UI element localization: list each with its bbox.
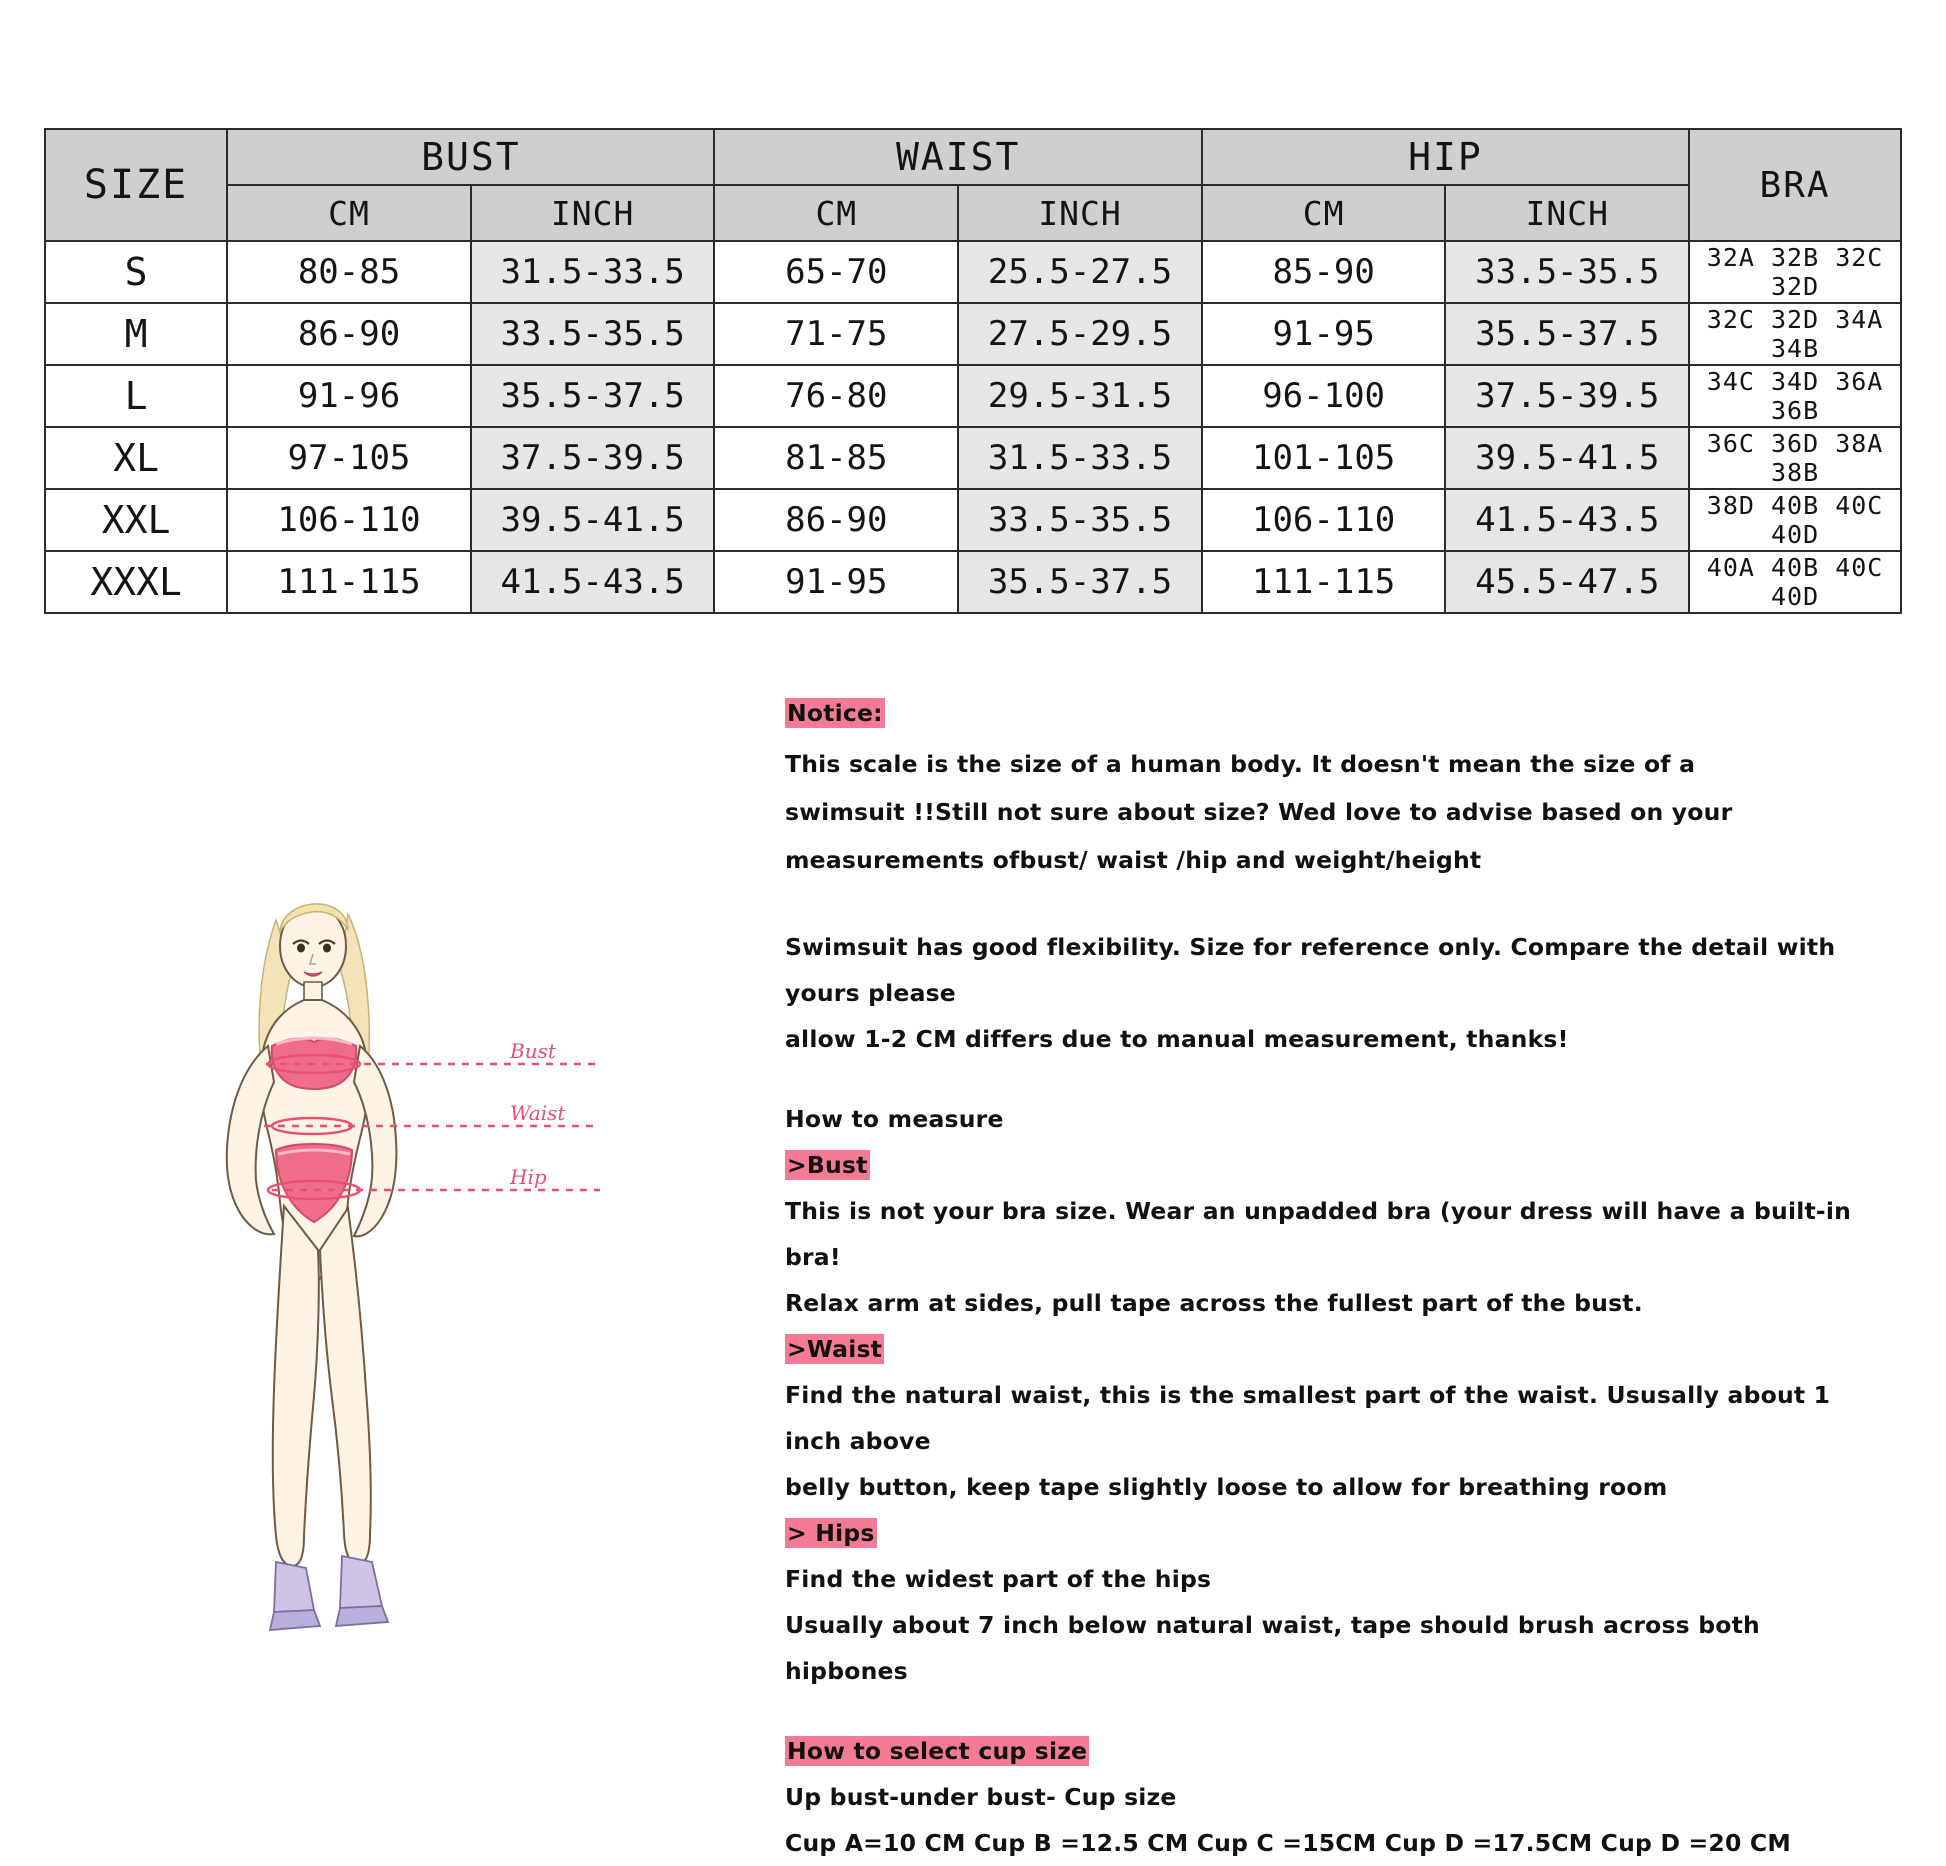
cell-hip-inch: 39.5-41.5: [1445, 427, 1689, 489]
notice-lead-line-2: swimsuit !!Still not sure about size? Wed love to advise based on your: [785, 798, 1733, 826]
header-size: SIZE: [45, 129, 227, 241]
waist-heading-text: >Waist: [787, 1335, 883, 1363]
table-row: [45, 241, 1901, 303]
header-bust: BUST: [227, 129, 714, 185]
waist-line-label: Waist: [510, 1101, 566, 1125]
cell-size: XXXL: [45, 551, 227, 613]
cell-hip-cm: 85-90: [1202, 241, 1446, 303]
how-to-measure-heading: How to measure: [785, 1105, 1004, 1133]
cell-bust-inch: 39.5-41.5: [471, 489, 715, 551]
header-hip-inch: INCH: [1445, 185, 1689, 241]
bust-line-1: This is not your bra size. Wear an unpadded bra (your dress will have a built-in bra!: [785, 1197, 1852, 1271]
cell-hip-cm: 96-100: [1202, 365, 1446, 427]
cell-bra: 38D 40B 40C 40D: [1689, 489, 1901, 551]
cell-bust-inch: 33.5-35.5: [471, 303, 715, 365]
cell-waist-inch: 35.5-37.5: [958, 551, 1202, 613]
female-figure-icon: [180, 850, 600, 1670]
flexibility-line-2: allow 1-2 CM differs due to manual measurement, thanks!: [785, 1025, 1569, 1053]
header-waist-inch: INCH: [958, 185, 1202, 241]
cell-size: XL: [45, 427, 227, 489]
cell-bra: 40A 40B 40C 40D: [1689, 551, 1901, 613]
waist-line-2: belly button, keep tape slightly loose to allow for breathing room: [785, 1473, 1668, 1501]
table-row: [45, 365, 1901, 427]
header-bra: BRA: [1689, 129, 1901, 241]
cell-hip-cm: 111-115: [1202, 551, 1446, 613]
cup-size-line-2: Cup A=10 CM Cup B =12.5 CM Cup C =15CM Cup D =17.5CM Cup D =20 CM: [785, 1829, 1791, 1857]
cell-bust-cm: 80-85: [227, 241, 471, 303]
table-row: [45, 489, 1901, 551]
cell-bust-inch: 35.5-37.5: [471, 365, 715, 427]
cell-hip-cm: 91-95: [1202, 303, 1446, 365]
hips-line-1: Find the widest part of the hips: [785, 1565, 1212, 1593]
cell-bra: 32C 32D 34A 34B: [1689, 303, 1901, 365]
bust-line-label: Bust: [510, 1039, 556, 1063]
table-body: [45, 241, 1901, 613]
header-waist: WAIST: [714, 129, 1201, 185]
notice-title: [785, 690, 1885, 736]
measurement-illustration: [180, 850, 600, 1670]
cell-size: L: [45, 365, 227, 427]
table-head: [45, 129, 1901, 241]
cell-hip-cm: 106-110: [1202, 489, 1446, 551]
cup-size-heading: [785, 1728, 1885, 1774]
cell-waist-inch: 25.5-27.5: [958, 241, 1202, 303]
cell-bust-inch: 41.5-43.5: [471, 551, 715, 613]
cell-waist-cm: 81-85: [714, 427, 958, 489]
cell-size: XXL: [45, 489, 227, 551]
cup-size-heading-text: How to select cup size: [787, 1737, 1088, 1765]
cell-waist-inch: 27.5-29.5: [958, 303, 1202, 365]
cell-waist-inch: 33.5-35.5: [958, 489, 1202, 551]
table-row: [45, 303, 1901, 365]
cell-waist-cm: 86-90: [714, 489, 958, 551]
cell-bust-cm: 106-110: [227, 489, 471, 551]
waist-heading: [785, 1326, 1885, 1372]
bust-line-2: Relax arm at sides, pull tape across the fullest part of the bust.: [785, 1289, 1643, 1317]
bust-heading-text: >Bust: [787, 1151, 868, 1179]
notice-lead-block: [785, 740, 1885, 884]
hips-line-2: Usually about 7 inch below natural waist, tape should brush across both hipbones: [785, 1611, 1760, 1685]
cell-size: S: [45, 241, 227, 303]
cell-hip-inch: 35.5-37.5: [1445, 303, 1689, 365]
spacer: [785, 1694, 1885, 1728]
table-row: [45, 427, 1901, 489]
cell-size: M: [45, 303, 227, 365]
flexibility-line-1: Swimsuit has good flexibility. Size for reference only. Compare the detail with yours please: [785, 933, 1836, 1007]
notice-lead-line-1: This scale is the size of a human body. It doesn't mean the size of a: [785, 750, 1696, 778]
cell-bust-cm: 91-96: [227, 365, 471, 427]
notice-lead-line-3: measurements ofbust/ waist /hip and weight/height: [785, 846, 1482, 874]
cell-hip-inch: 41.5-43.5: [1445, 489, 1689, 551]
cell-waist-cm: 91-95: [714, 551, 958, 613]
cell-bust-cm: 97-105: [227, 427, 471, 489]
hips-heading: [785, 1510, 1885, 1556]
cell-waist-cm: 65-70: [714, 241, 958, 303]
cell-hip-inch: 33.5-35.5: [1445, 241, 1689, 303]
table-row: [45, 551, 1901, 613]
cell-bra: 32A 32B 32C 32D: [1689, 241, 1901, 303]
size-chart-table: [44, 128, 1902, 614]
cell-hip-inch: 37.5-39.5: [1445, 365, 1689, 427]
cell-hip-inch: 45.5-47.5: [1445, 551, 1689, 613]
cell-bra: 34C 34D 36A 36B: [1689, 365, 1901, 427]
notice-title-text: Notice:: [787, 699, 883, 727]
hip-line-label: Hip: [510, 1165, 547, 1189]
cell-hip-cm: 101-105: [1202, 427, 1446, 489]
cell-bust-cm: 111-115: [227, 551, 471, 613]
header-waist-cm: CM: [714, 185, 958, 241]
cell-bust-inch: 31.5-33.5: [471, 241, 715, 303]
cell-waist-inch: 29.5-31.5: [958, 365, 1202, 427]
cell-waist-cm: 71-75: [714, 303, 958, 365]
cell-bust-cm: 86-90: [227, 303, 471, 365]
header-bust-inch: INCH: [471, 185, 715, 241]
waist-line-1: Find the natural waist, this is the smallest part of the waist. Ususally about 1 inch above: [785, 1381, 1831, 1455]
cell-bra: 36C 36D 38A 38B: [1689, 427, 1901, 489]
cell-waist-cm: 76-80: [714, 365, 958, 427]
notice-panel: [785, 690, 1885, 1866]
cup-size-line-1: Up bust-under bust- Cup size: [785, 1783, 1177, 1811]
table-header-row-primary: [45, 129, 1901, 185]
table-header-row-units: [45, 185, 1901, 241]
hips-heading-text: > Hips: [787, 1519, 875, 1547]
spacer: [785, 1062, 1885, 1096]
header-hip-cm: CM: [1202, 185, 1446, 241]
size-chart-table-container: [44, 128, 1902, 614]
cell-waist-inch: 31.5-33.5: [958, 427, 1202, 489]
header-bust-cm: CM: [227, 185, 471, 241]
lower-section: [0, 690, 1946, 1857]
cell-bust-inch: 37.5-39.5: [471, 427, 715, 489]
spacer: [785, 884, 1885, 924]
header-hip: HIP: [1202, 129, 1689, 185]
bust-heading: [785, 1142, 1885, 1188]
